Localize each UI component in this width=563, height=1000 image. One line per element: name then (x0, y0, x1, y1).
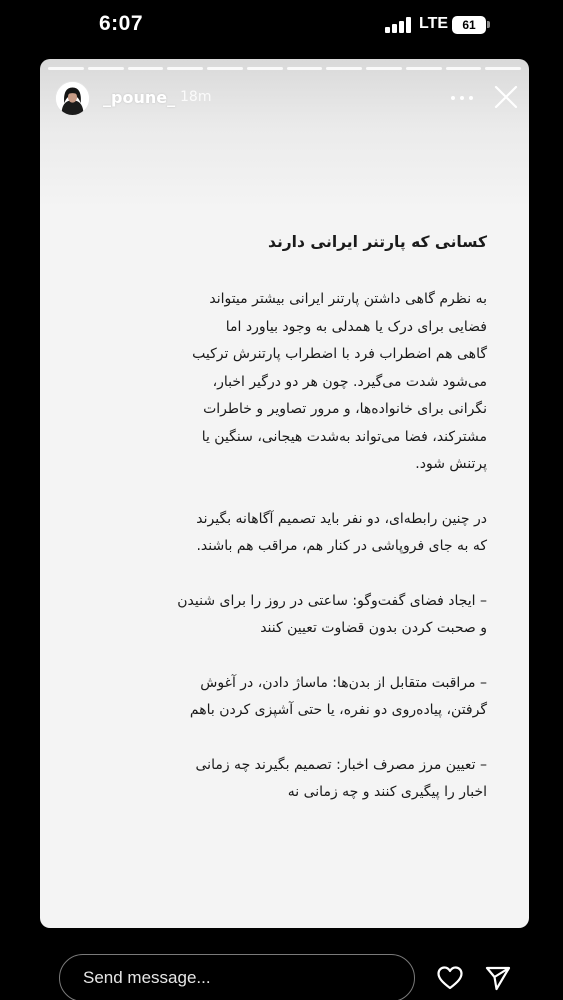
story-text-line: – ایجاد فضای گفت‌وگو: ساعتی در روز را برای شنیدن (177, 592, 487, 609)
signal-icon (385, 17, 411, 33)
battery-cap (487, 21, 490, 28)
network-type: LTE (419, 15, 449, 32)
story-card[interactable] (40, 59, 529, 928)
story-text-line: پرتنش شود. (415, 456, 487, 472)
story-text-line: به نظرم گاهی داشتن پارتنر ایرانی بیشتر میتواند (209, 291, 487, 307)
story-time-ago: 18m (180, 89, 212, 105)
more-icon[interactable] (447, 85, 477, 111)
progress-segment (247, 67, 283, 70)
story-text-line: اخبار را پیگیری کنند و چه زمانی نه (287, 784, 487, 800)
story-text-line: – تعیین مرز مصرف اخبار: تصمیم بگیرند چه زمانی (195, 756, 487, 773)
progress-segment (128, 67, 164, 70)
story-text-line: در چنین رابطه‌ای، دو نفر باید تصمیم آگاهانه بگیرند (196, 510, 487, 527)
story-text-line: – مراقبت متقابل از بدن‌ها: ماساژ دادن، در آغوش (200, 674, 487, 691)
progress-segment (207, 67, 243, 70)
progress-segment (287, 67, 323, 70)
story-title: کسانی که پارتنر ایرانی دارند (267, 233, 487, 251)
story-text-line: می‌شود شدت می‌گیرد. چون هر دو درگیر اخبار، (212, 373, 487, 390)
heart-icon[interactable] (436, 964, 464, 992)
battery-icon: 61 (452, 16, 486, 34)
progress-segment (326, 67, 362, 70)
story-text-line: نگرانی برای خانواده‌ها، و مرور تصاویر و خاطرات (203, 401, 487, 417)
status-bar (0, 0, 563, 54)
story-text-content (90, 229, 487, 807)
status-time: 6:07 (99, 12, 144, 35)
story-progress-bar (48, 67, 521, 70)
progress-segment (88, 67, 124, 70)
progress-segment (366, 67, 402, 70)
progress-segment (167, 67, 203, 70)
message-input[interactable] (59, 954, 415, 1000)
story-paragraphs (90, 286, 487, 807)
progress-segment (406, 67, 442, 70)
story-text-line: گرفتن، پیاده‌روی دو نفره، یا حتی آشپزی کردن باهم (189, 702, 487, 718)
story-text-line: و صحبت کردن بدون قضاوت تعیین کنند (260, 620, 487, 636)
story-text-line: مشترکند، فضا می‌تواند به‌شدت هیجانی، سنگین یا (201, 428, 487, 445)
avatar-icon[interactable] (55, 81, 90, 116)
story-text-line: فضایی برای درک یا همدلی به وجود بیاورد اما (225, 318, 487, 335)
story-username[interactable]: _poune_ (103, 88, 176, 107)
progress-segment (446, 67, 482, 70)
story-text-line: گاهی هم اضطراب فرد با اضطراب پارتنرش ترکیب (192, 346, 487, 362)
progress-segment (48, 67, 84, 70)
story-text-line: که به جای فروپاشی در کنار هم، مراقب هم باشند. (196, 538, 487, 554)
close-icon[interactable] (492, 83, 520, 111)
progress-segment (485, 67, 521, 70)
send-icon[interactable] (484, 964, 512, 992)
